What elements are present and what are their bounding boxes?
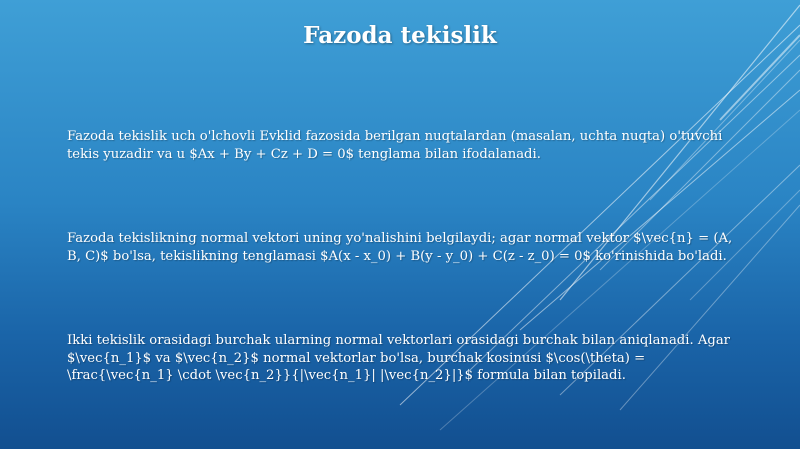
- paragraph-plane-definition: Fazoda tekislik uch o'lchovli Evklid fazosida berilgan nuqtalardan (masalan, uchta nuqta) o'tuvchi tekis yuzadir va u $Ax + By + Cz + D = 0$ tenglama bilan ifodalanadi.: [67, 129, 723, 162]
- slide-title: Fazoda tekislik: [303, 22, 497, 49]
- paragraph-normal-vector: Fazoda tekislikning normal vektori uning yo'nalishini belgilaydi; agar normal vektor $\vec{n} = (A, B, C)$ bo'lsa, tekislikning tenglamasi $A(x - x_0) + B(y - y_0) + C(z - z_0) = 0$ ko'rinishida bo'ladi.: [67, 231, 733, 264]
- paragraph-angle-between-planes: Ikki tekislik orasidagi burchak ularning normal vektorlari orasidagi burchak bilan aniqlanadi. Agar $\vec{n_1}$ va $\vec{n_2}$ normal vektorlar bo'lsa, burchak kosinusi $\cos(\theta) = \frac{\vec{n_1} \cdot \vec{n_2}}{|\vec{n_1}| |\vec{n_2}|}$ formula bilan topiladi.: [67, 333, 730, 383]
